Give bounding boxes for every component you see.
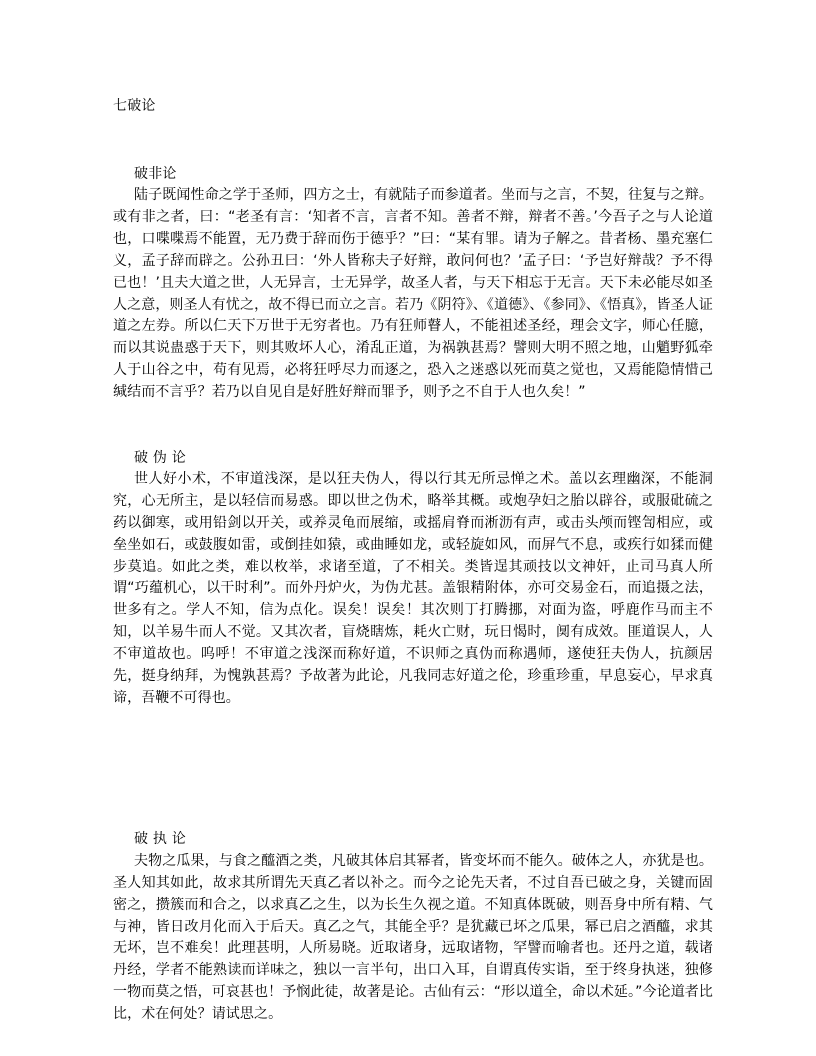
section-spacer-2 xyxy=(113,709,713,829)
section-po-wei-lun xyxy=(113,448,713,710)
section-po-fei-lun xyxy=(113,164,713,404)
section-spacer-1 xyxy=(113,404,713,448)
section-po-zhi-lun xyxy=(113,829,713,1025)
document-title: 七破论 xyxy=(113,98,156,114)
section-heading-po-fei-lun: 破非论 xyxy=(134,165,177,182)
section-body-po-fei-lun: 陆子既闻性命之学于圣师，四方之士，有就陆子而参道者。坐而与之言，不契，往复与之辩。或有非之者，曰：“老圣有言：‘知者不言，言者不知。善者不辩，辩者不善。’今吾子之与人论道也，口喋喋焉不能置，无乃费于辞而伤于德乎？”曰：“某有罪。请为子解之。昔者杨、墨充塞仁义，孟子辞而辟之。公孙丑曰：‘外人皆称夫子好辩，敢问何也？’孟子曰：‘予岂好辩哉？予不得已也！’且夫大道之世，人无异言，士无异学，故圣人者，与天下相忘于无言。天下未必能尽如圣人之意，则圣人有忧之，故不得已而立之言。若乃《阴符》、《道德》、《参同》、《悟真》，皆圣人证道之左券。所以仁天下万世于无穷者也。乃有狂师瞽人，不能祖述圣经，理会文字，师心任臆，而以其说蛊惑于天下，则其败坏人心，淆乱正道，为祸孰甚焉？譬则大明不照之地，山魈野狐牵人于山谷之中，苟有见焉，必将狂呼尽力而逐之，恐入之迷惑以死而莫之觉也，又焉能隐情惜己缄结而不言乎？若乃以自见自是好胜好辩而罪予，则予之不自于人也久矣！” xyxy=(113,187,713,400)
section-body-po-zhi-lun: 夫物之瓜果，与食之醯酒之类，凡破其体启其幂者，皆变坏而不能久。破体之人，亦犹是也。圣人知其如此，故求其所谓先天真乙者以补之。而今之论先天者，不过自吾已破之身，关键而固密之，攒簇而和合之，以求真乙之生，以为长生久视之道。不知真体既破，则吾身中所有精、气与神，皆日改月化而入于后天。真乙之气，其能全乎？是犹藏已坏之瓜果，幂已启之酒醯，求其无坏，岂不难矣！此理甚明，人所易晓。近取诸身，远取诸物，罕譬而喻者也。还丹之道，载诸丹经，学者不能熟读而详味之，独以一言半句，出口入耳，自谓真传实诣，至于终身执迷，独修一物而莫之悟，可哀甚也！予悯此徒，故著是论。古仙有云：“形以道全，命以术延。”今论道者比比，术在何处？请试思之。 xyxy=(113,853,713,1022)
section-heading-po-wei-lun: 破 伪 论 xyxy=(134,449,186,466)
section-heading-po-zhi-lun: 破 执 论 xyxy=(134,831,186,848)
title-spacer xyxy=(113,118,713,164)
document-content xyxy=(113,96,713,1026)
section-body-po-wei-lun: 世人好小术，不审道浅深，是以狂夫伪人，得以行其无所忌惮之术。盖以玄理幽深，不能洞究，心无所主，是以轻信而易惑。即以世之伪术，略举其概。或炮孕妇之胎以辟谷，或服砒硫之药以御寒，或用铅剑以开关，或养灵龟而展缩，或摇肩脊而淅沥有声，或击头颅而铿訇相应，或垒坐如石，或鼓腹如雷，或倒挂如猿，或曲睡如龙，或轻旋如风，而屏气不息，或疾行如猱而健步莫追。如此之类，难以枚举，求诸至道，了不相关。类皆逞其顽技以文神奸，止司马真人所谓“巧蕴机心，以干时利”。而外丹炉火，为伪尤甚。盖银精附体，亦可交易金石，而追摄之法，世多有之。学人不知，信为点化。误矣！误矣！其次则丁打腾挪，对面为盗，呼鹿作马而主不知，以羊易牛而人不觉。又其次者，盲烧瞎炼，耗火亡财，玩日愒时，阒有成效。匪道误人，人不审道故也。呜呼！不审道之浅深而称好道，不识师之真伪而称遇师，遂使狂夫伪人，抗颜居先，挺身纳拜，为愧孰甚焉？予故著为此论，凡我同志好道之伦，珍重珍重，早息妄心，早求真谛，吾鞭不可得也。 xyxy=(113,471,713,706)
